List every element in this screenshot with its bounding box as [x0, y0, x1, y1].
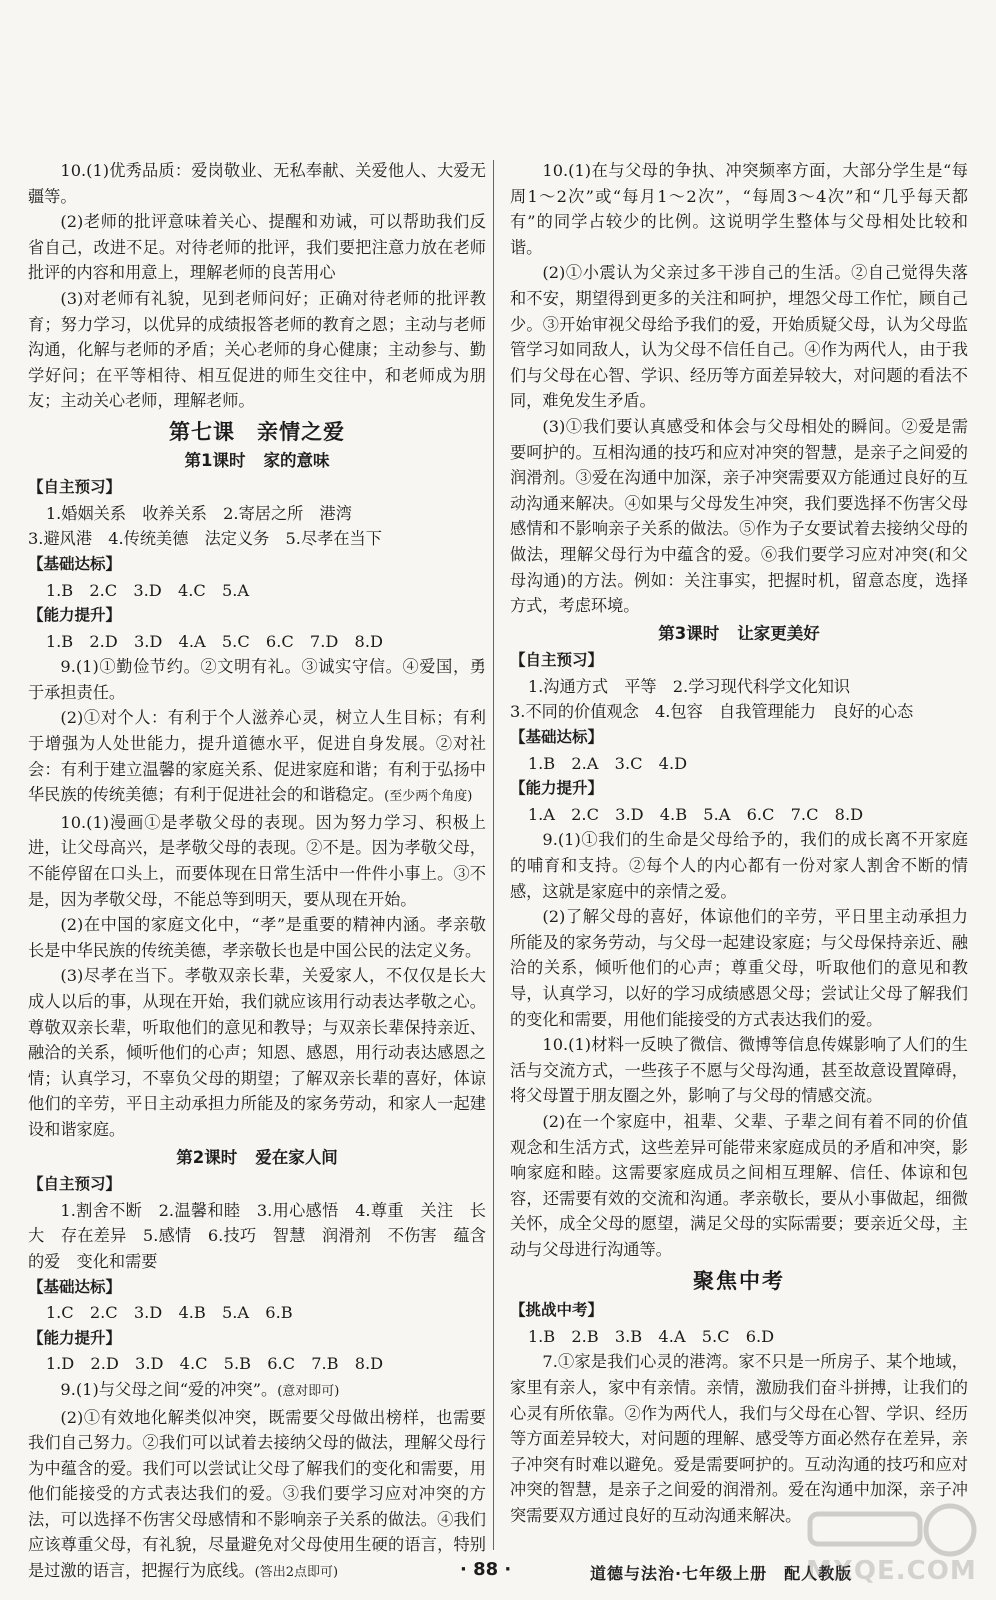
- c2-q10-part1: 10.(1)在与父母的争执、冲突频率方面，大部分学生是“每周1～2次”或“每月1～2次”，“每周3～4次”和“几乎每天都有”的同学占较少的比例。这说明学生整体与父母相处比较和谐。: [510, 161, 968, 257]
- class-2-title: 爱在家人间: [255, 1147, 338, 1167]
- c2-q9-part1-note: (意对即可): [277, 1383, 340, 1399]
- challenge-answers: 1.B 2.B 3.B 4.A 5.C 6.D: [527, 1326, 775, 1346]
- class-3-heading: [510, 621, 968, 647]
- c2-q9-part1: [28, 1377, 486, 1405]
- section-tag-preview: 【自主预习】: [510, 651, 604, 670]
- c1-q9-part2: [28, 705, 486, 809]
- c2-preview-answers: 1.割舍不断 2.温馨和睦 3.用心感悟 4.尊重 关注 长大 存在差异 5.感情 6.技巧 智慧 润滑剂 不伤害 蕴含的爱 变化和需要: [28, 1200, 486, 1271]
- class-1-heading: [28, 448, 486, 474]
- preview-answers-line1: 1.婚姻关系 收养关系 2.寄居之所 港湾: [45, 503, 352, 523]
- c3-q9-part1: 9.(1)①我们的生命是父母给予的，我们的成长离不开家庭的哺育和支持。②每个人的内心都有一份对家人割舍不断的情感，这就是家庭中的亲情之爱。: [510, 830, 968, 901]
- c1-q9-part1: 9.(1)①勤俭节约。②文明有礼。③诚实守信。④爱国，勇于承担责任。: [28, 657, 486, 702]
- c3-q10-part2: (2)在一个家庭中，祖辈、父辈、子辈之间有着不同的价值观念和生活方式，这些差异可能带来家庭成员的矛盾和冲突，影响家庭和睦。这需要家庭成员之间相互理解、信任、体谅和包容，还需要有效的交流和沟通。孝亲敬长，要从小事做起，细微关怀，成全父母的愿望，满足父母的实际需要；要亲近父母，主动与父母进行沟通等。: [510, 1111, 968, 1259]
- column-divider: [493, 160, 494, 1550]
- c1-q9-part2-text: (2)①对个人：有利于个人滋养心灵，树立人生目标；有利于增强为人处世能力，提升道德水平，促进自身发展。②对社会：有利于建立温馨的家庭关系、促进家庭和谐；有利于弘扬中华民族的传统美德；有利于促进社会的和谐稳定。: [28, 708, 486, 805]
- section-tag-basic: 【基础达标】: [28, 554, 122, 573]
- q10-part3: (3)对老师有礼貌，见到老师问好；正确对待老师的批评教育；努力学习，以优异的成绩报答老师的教育之恩；主动与老师沟通，化解与老师的矛盾；关心老师的身心健康；主动参与、勤学好问；在平等相待、相互促进的师生交往中，和老师成为朋友；主动关心老师，理解老师。: [28, 288, 486, 411]
- section-tag-ability: 【能力提升】: [510, 779, 604, 798]
- watermark: [800, 1500, 980, 1595]
- c2-basic-answers: 1.C 2.C 3.D 4.B 5.A 6.B: [45, 1303, 293, 1323]
- q10-part1: 10.(1)优秀品质：爱岗敬业、无私奉献、关爱他人、大爱无疆等。: [28, 161, 486, 206]
- lesson-7-title: 亲情之爱: [257, 419, 345, 444]
- section-tag-preview: 【自主预习】: [28, 478, 122, 497]
- c3-basic-answers: 1.B 2.A 3.C 4.D: [527, 753, 688, 773]
- section-tag-basic: 【基础达标】: [510, 728, 604, 747]
- class-2-heading: [28, 1145, 486, 1171]
- c1-q9-note: (至少两个角度): [384, 789, 473, 805]
- section-tag-basic: 【基础达标】: [28, 1277, 122, 1296]
- c1-q10-part1: 10.(1)漫画①是孝敬父母的表现。因为努力学习、积极上进，让父母高兴，是孝敬父母的表现。②不是。因为孝敬父母，不能停留在口头上，而要体现在日常生活中一件件小事上。③不是，因为孝敬父母，不能总等到明天，要从现在开始。: [28, 812, 486, 909]
- section-tag-preview: 【自主预习】: [28, 1175, 122, 1194]
- class-1-title: 家的意味: [263, 450, 330, 470]
- q10-part2: (2)老师的批评意味着关心、提醒和劝诫，可以帮助我们反省自己，改进不足。对待老师的批评，我们要把注意力放在老师批评的内容和用意上，理解老师的良苦用心: [28, 212, 486, 283]
- basic-answers: 1.B 2.C 3.D 4.C 5.A: [45, 580, 250, 600]
- watermark-logo-icon: [800, 1500, 980, 1560]
- c3-q10-part1: 10.(1)材料一反映了微信、微博等信息传媒影响了人们的生活与交流方式，一些孩子不愿与父母沟通，甚至故意设置障碍，将父母置于朋友圈之外，影响了与父母的情感交流。: [510, 1035, 968, 1106]
- ability-answers: 1.B 2.D 3.D 4.A 5.C 6.C 7.D 8.D: [45, 631, 383, 651]
- book-info: 道德与法治·七年级上册 配人教版: [590, 1564, 853, 1583]
- section-tag-ability: 【能力提升】: [28, 1328, 122, 1347]
- watermark-text: MXQE.COM: [806, 1556, 977, 1586]
- c3-q9-part2: (2)了解父母的喜好，体谅他们的辛劳，平日里主动承担力所能及的家务劳动，与父母一起建设家庭；与父母保持亲近、融洽的关系，倾听他们的心声；尊重父母，听取他们的意见和教导，认真学习，以好的学习成绩感恩父母；尝试让父母了解我们的变化和需要，用他们能接受的方式表达我们的爱。: [510, 907, 968, 1029]
- challenge-q7: 7.①家是我们心灵的港湾。家不只是一所房子、某个地域，家里有亲人，家中有亲情。亲情，激励我们奋斗拼搏，让我们的心灵有所依靠。②作为两代人，我们与父母在心智、学识、经历等方面差异较大，对问题的理解、感受等方面必然存在差异，亲子冲突有时难以避免。爱是需要呵护的。互动沟通的技巧和应对冲突的智慧，是亲子之间爱的润滑剂。爱在沟通中加深，亲子冲突需要双方通过良好的互动沟通来解决。: [510, 1352, 968, 1525]
- c3-preview-line2: 3.不同的价值观念 4.包容 自我管理能力 良好的心态: [510, 702, 914, 722]
- right-column: [510, 158, 968, 1528]
- c2-q9-part2-text: (2)①有效地化解类似冲突，既需要父母做出榜样，也需要我们自己努力。②我们可以试着去接纳父母的做法，理解父母行为中蕴含的爱。我们可以尝试让父母了解我们的变化和需要，用他们能接受的方式表达我们的爱。③我们要学习应对冲突的方法，可以选择不伤害父母感情和不影响亲子关系的做法。④我们应该尊重父母，有礼貌，尽量避免对父母使用生硬的语言，特别是过激的语言，把握行为底线。: [28, 1407, 486, 1581]
- left-column: [28, 158, 486, 1586]
- c3-ability-answers: 1.A 2.C 3.D 4.B 5.A 6.C 7.C 8.D: [527, 804, 864, 824]
- c1-q10-part2: (2)在中国的家庭文化中，“孝”是重要的精神内涵。孝亲敬长是中华民族的传统美德，孝亲敬长也是中国公民的法定义务。: [28, 915, 486, 960]
- class-2-number: 第2课时: [176, 1147, 238, 1167]
- section-tag-challenge: 【挑战中考】: [510, 1301, 604, 1320]
- c2-q10-part2: (2)①小震认为父亲过多干涉自己的生活。②自己觉得失落和不安，期望得到更多的关注和呵护，埋怨父母工作忙，顾自己少。③开始审视父母给予我们的爱，开始质疑父母，认为父母监管学习如同敌人，认为父母不信任自己。④作为两代人，由于我们与父母在心智、学识、经历等方面差异较大，对问题的看法不同，难免发生矛盾。: [510, 263, 968, 411]
- lesson-7-heading: [28, 420, 486, 446]
- lesson-7-number: 第七课: [169, 419, 235, 444]
- class-3-number: 第3课时: [658, 623, 720, 643]
- c2-q9-part2-note: (答出2点即可): [254, 1565, 339, 1581]
- c2-q9-part1-text: 9.(1)与父母之间“爱的冲突”。: [60, 1379, 278, 1399]
- page-number: · 88 ·: [460, 1559, 512, 1580]
- class-3-title: 让家更美好: [737, 623, 820, 643]
- c1-q10-part3: (3)尽孝在当下。孝敬双亲长辈，关爱家人，不仅仅是长大成人以后的事，从现在开始，我们就应该用行动表达孝敬之心。尊敬双亲长辈，听取他们的意见和教导；与双亲长辈保持亲近、融洽的关系，倾听他们的心声；知恩、感恩，用行动表达感恩之情；认真学习，不辜负父母的期望；了解双亲长辈的喜好，体谅他们的辛劳，平日主动承担力所能及的家务劳动，和家人一起建设和谐家庭。: [28, 966, 486, 1139]
- c2-q10-part3: (3)①我们要认真感受和体会与父母相处的瞬间。②爱是需要呵护的。互相沟通的技巧和应对冲突的智慧，是亲子之间爱的润滑剂。③爱在沟通中加深，亲子冲突需要双方能通过良好的互动沟通来解决。④如果与父母发生冲突，我们要选择不伤害父母感情和不影响亲子关系的做法。⑤作为子女要试着去接纳父母的做法，理解父母行为中蕴含的爱。⑥我们要学习应对冲突(和父母沟通)的方法。例如：关注事实，把握时机，留意态度，选择方式，考虑环境。: [510, 416, 968, 616]
- class-1-number: 第1课时: [184, 450, 246, 470]
- focus-exam-heading: 聚焦中考: [693, 1268, 785, 1293]
- section-tag-ability: 【能力提升】: [28, 606, 122, 625]
- c3-preview-line1: 1.沟通方式 平等 2.学习现代科学文化知识: [527, 676, 851, 696]
- preview-answers-line2: 3.避风港 4.传统美德 法定义务 5.尽孝在当下: [28, 529, 382, 549]
- c2-ability-answers: 1.D 2.D 3.D 4.C 5.B 6.C 7.B 8.D: [45, 1354, 384, 1374]
